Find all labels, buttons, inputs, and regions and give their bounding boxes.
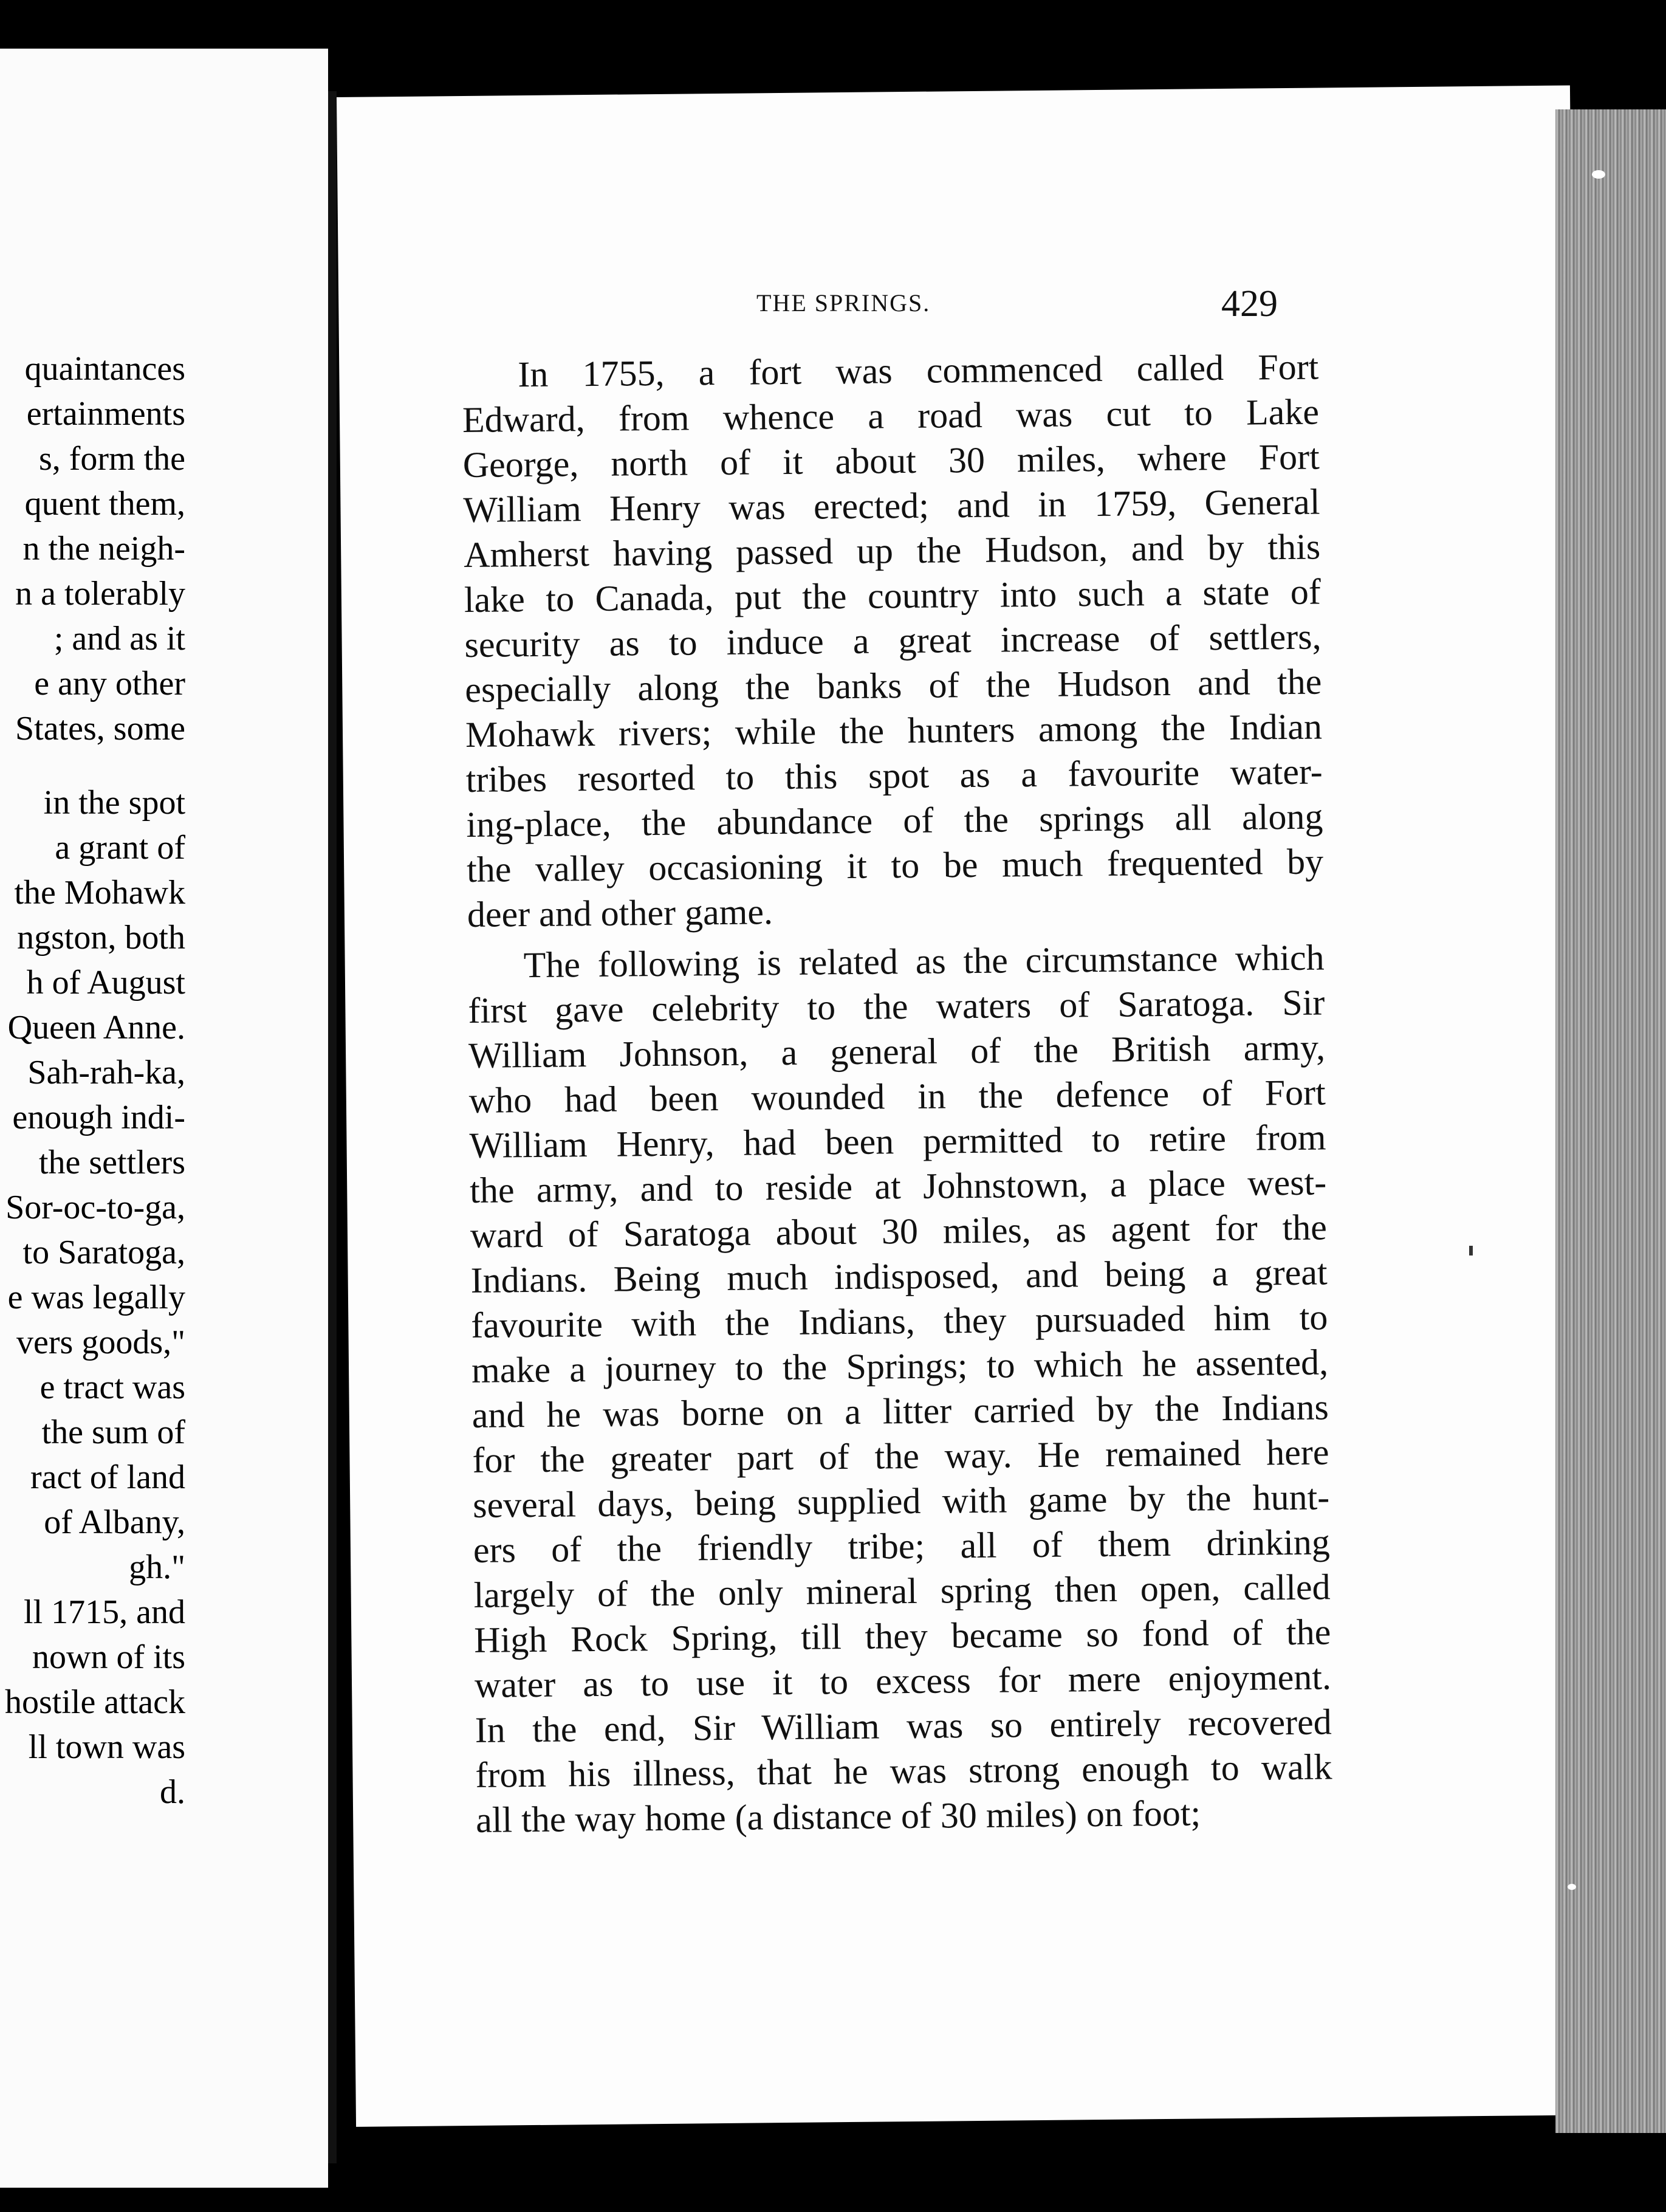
left-page-line: ll 1715, and	[24, 1593, 185, 1631]
left-page-line: nown of its	[32, 1638, 185, 1676]
left-page-line: ertainments	[26, 395, 185, 433]
paragraph-2-line: ers of the friendly tribe; all of them drinking	[473, 1522, 1331, 1570]
paragraph-1-line: deer and other game.	[467, 891, 773, 935]
left-page-line: hostile attack	[4, 1683, 185, 1721]
left-page-line: n a tolerably	[15, 575, 185, 613]
left-page-line: e was legally	[7, 1279, 185, 1316]
left-page-line: to Saratoga,	[22, 1234, 185, 1271]
paragraph-2-line: High Rock Spring, till they became so fond of the	[474, 1612, 1331, 1660]
left-page-line: Queen Anne.	[7, 1009, 185, 1046]
body-text	[462, 344, 1332, 1842]
book-gutter	[328, 91, 337, 2163]
running-head: THE SPRINGS.	[756, 289, 931, 317]
paragraph-2-line: largely of the only mineral spring then open, called	[473, 1567, 1331, 1615]
left-page-line: gh."	[129, 1548, 185, 1586]
left-page-line: ll town was	[28, 1728, 185, 1766]
left-page-text	[0, 346, 185, 1815]
paragraph-1-line: George, north of it about 30 miles, where Fort	[462, 436, 1320, 485]
paragraph-1-line: Edward, from whence a road was cut to Lake	[462, 391, 1320, 440]
left-page-line: the sum of	[41, 1413, 185, 1451]
left-page-fragment	[0, 49, 328, 2188]
paragraph-2	[467, 935, 1332, 1842]
paragraph-2-line: water as to use it to excess for mere enjoyment.	[474, 1657, 1332, 1705]
paragraph-1-line: lake to Canada, put the country into such a state of	[464, 571, 1321, 620]
paragraph-1-line: In 1755, a fort was commenced called Fort	[518, 346, 1319, 395]
paragraph-1-line: security as to induce a great increase of settlers,	[464, 616, 1321, 665]
paragraph-2-line: for the greater part of the way. He remained here	[472, 1432, 1329, 1480]
page-number: 429	[1221, 283, 1278, 325]
left-page-line	[0, 751, 185, 780]
paragraph-2-line: ward of Saratoga about 30 miles, as agent for the	[470, 1207, 1328, 1255]
left-page-line: of Albany,	[44, 1503, 185, 1541]
left-page-line: enough indi-	[12, 1099, 185, 1136]
page-fore-edge	[1555, 109, 1666, 2133]
paragraph-2-line: all the way home (a distance of 30 miles) on foot;	[475, 1793, 1201, 1840]
paragraph-1	[462, 344, 1324, 936]
paragraph-1-line: William Henry was erected; and in 1759, General	[463, 481, 1320, 530]
paragraph-2-line: from his illness, that he was strong enough to walk	[475, 1747, 1332, 1795]
left-page-line: n the neigh-	[22, 530, 185, 568]
left-page-line: the settlers	[38, 1144, 185, 1181]
paragraph-2-line: and he was borne on a litter carried by the Indians	[471, 1387, 1329, 1435]
left-page-line: Sor-oc-to-ga,	[5, 1189, 185, 1226]
paragraph-1-line: ing-place, the abundance of the springs all along	[466, 796, 1323, 845]
left-page-line: a grant of	[55, 829, 185, 867]
paragraph-2-line: The following is related as the circumstance which	[523, 937, 1325, 986]
paragraph-2-line: favourite with the Indians, they pursuaded him to	[471, 1297, 1328, 1345]
left-page-line: ngston, both	[17, 919, 185, 957]
paragraph-2-line: make a journey to the Springs; to which he assented,	[471, 1342, 1329, 1390]
left-page-line: Sah-rah-ka,	[27, 1054, 185, 1091]
left-page-line: States, some	[15, 710, 185, 747]
paragraph-1-line: Amherst having passed up the Hudson, and by this	[463, 526, 1321, 575]
left-page-line: quaintances	[24, 350, 185, 388]
paragraph-1-line: tribes resorted to this spot as a favourite water-	[465, 751, 1323, 800]
paragraph-2-line: William Henry, had been permitted to retire from	[469, 1117, 1326, 1166]
paragraph-2-line: who had been wounded in the defence of Fort	[468, 1072, 1326, 1121]
left-page-line: the Mohawk	[14, 874, 185, 912]
left-page-line: quent them,	[24, 485, 185, 523]
left-page-line: in the spot	[43, 784, 185, 822]
left-page-line: e any other	[34, 665, 185, 702]
paragraph-2-line: In the end, Sir William was so entirely recovered	[475, 1702, 1332, 1750]
paragraph-2-line: first gave celebrity to the waters of Saratoga. Sir	[468, 982, 1325, 1031]
paragraph-1-line: especially along the banks of the Hudson and the	[465, 661, 1322, 710]
paragraph-2-line: the army, and to reside at Johnstown, a place west-	[469, 1162, 1327, 1211]
left-page-line: e tract was	[39, 1369, 185, 1406]
left-page-line: d.	[160, 1773, 185, 1811]
left-page-line: ; and as it	[53, 620, 185, 658]
paragraph-1-line: Mohawk rivers; while the hunters among the Indian	[465, 706, 1323, 755]
scan-speck	[1469, 1246, 1473, 1255]
left-page-line: s, form the	[38, 440, 185, 478]
paragraph-2-line: several days, being supplied with game by the hunt-	[472, 1477, 1330, 1525]
left-page-line: vers goods,"	[16, 1324, 185, 1361]
paragraph-1-line: the valley occasioning it to be much frequented by	[466, 841, 1324, 890]
paragraph-2-line: Indians. Being much indisposed, and being a great	[470, 1252, 1328, 1300]
left-page-line: ract of land	[30, 1458, 185, 1496]
paragraph-2-line: William Johnson, a general of the British army,	[468, 1027, 1326, 1076]
left-page-line: h of August	[26, 964, 185, 1001]
